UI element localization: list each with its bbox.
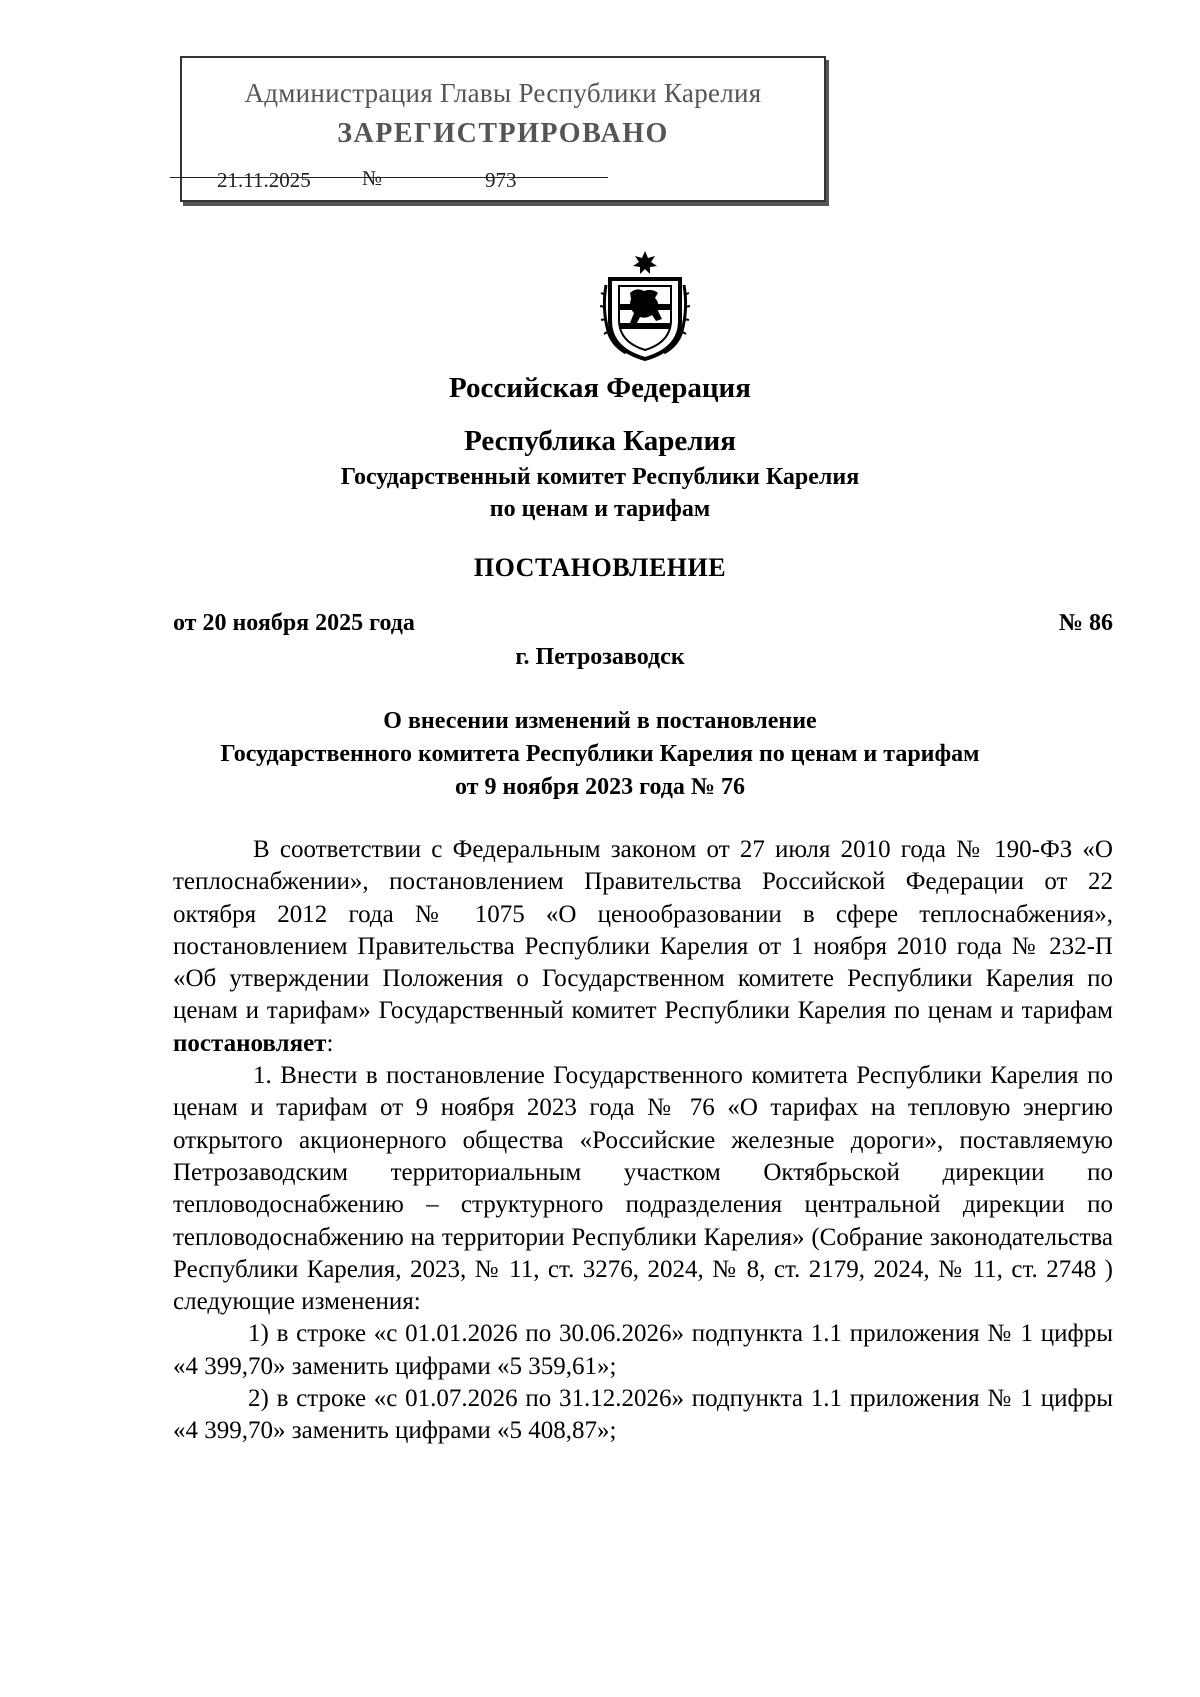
- preamble-text: В соответствии с Федеральным законом от 27 июля 2010 года № 190-ФЗ «О теплоснабжении», постановлением Правительства Российской Федерации от 22 октября 2012 года № 1075 «О ценообразовании в сфере теплоснабжения», постановлением Правительства Республики Карелия от 1 ноября 2010 года № 232-П «Об утверждении Положения о Государственном комитете Республики Карелия по ценам и тарифам» Государственный комитет Республики Карелия по ценам и тарифам: [173, 836, 1113, 1025]
- preamble-keyword: постановляет: [173, 1029, 327, 1057]
- item-1-paragraph: 1. Внести в постановление Государственного комитета Республики Карелия по ценам и тарифам от 9 ноября 2023 года № 76 «О тарифах на тепловую энергию открытого акционерного общества «Российские железные дороги», поставляемую Петрозаводским территориальным участком Октябрьской дирекции по тепловодоснабжению – структурного подразделения центральной дирекции по тепловодоснабжению на территории Республики Карелия» (Собрание законодательства Республики Карелия, 2023, № 11, ст. 3276, 2024, № 8, ст. 2179, 2024, № 11, ст. 2748 ) следующие изменения:: [173, 1062, 1113, 1316]
- title-line1: О внесении изменений в постановление: [383, 708, 817, 734]
- title-line2: Государственного комитета Республики Карелия по ценам и тарифам: [220, 741, 980, 767]
- document-body: [173, 834, 1113, 1448]
- karelia-coat-of-arms-icon: [600, 249, 690, 361]
- preamble-end: :: [326, 1029, 334, 1057]
- stamp-date: 21.11.2025: [217, 168, 311, 192]
- registration-stamp: [180, 56, 826, 202]
- committee-heading-line2: по ценам и тарифам: [489, 496, 711, 522]
- preamble-paragraph: [173, 834, 1113, 1060]
- document-city: г. Петрозаводск: [515, 644, 685, 670]
- document-date: от 20 ноября 2025 года: [173, 610, 415, 636]
- subitem-2-paragraph: 2) в строке «с 01.07.2026 по 31.12.2026» подпункта 1.1 приложения № 1 цифры «4 399,70» заменить цифрами «5 408,87»;: [173, 1385, 1113, 1445]
- stamp-number: 973: [485, 168, 517, 192]
- title-line3: от 9 ноября 2023 года № 76: [454, 774, 746, 800]
- republic-heading: Республика Карелия: [464, 425, 736, 457]
- stamp-organization: Администрация Главы Республики Карелия: [244, 78, 762, 108]
- stamp-number-sign: №: [362, 166, 383, 190]
- country-heading: Российская Федерация: [449, 372, 751, 404]
- stamp-status: ЗАРЕГИСТРИРОВАНО: [337, 118, 669, 149]
- document-number: № 86: [1058, 610, 1113, 636]
- subitem-1-paragraph: 1) в строке «с 01.01.2026 по 30.06.2026» подпункта 1.1 приложения № 1 цифры «4 399,70» заменить цифрами «5 359,61»;: [173, 1320, 1113, 1380]
- committee-heading-line1: Государственный комитет Республики Карелия: [340, 464, 860, 490]
- document-type: ПОСТАНОВЛЕНИЕ: [473, 553, 727, 582]
